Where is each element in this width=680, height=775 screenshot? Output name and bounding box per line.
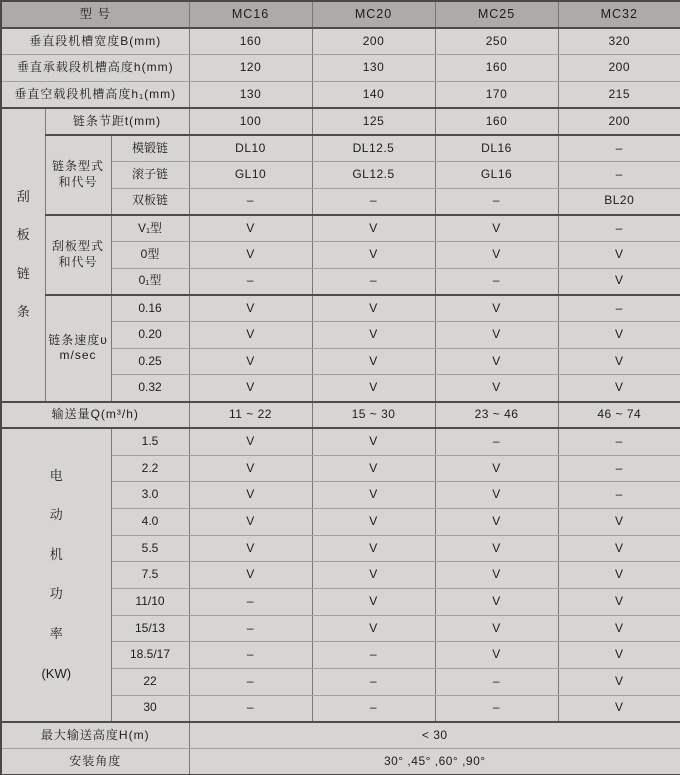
- value-cell: 160: [189, 28, 312, 55]
- value-cell: V: [189, 348, 312, 375]
- value-cell: V: [558, 615, 680, 642]
- value-cell: –: [312, 669, 435, 696]
- value-cell: V: [189, 242, 312, 269]
- value-cell: 11 ~ 22: [189, 402, 312, 429]
- row-label-chain-type: 链条型式 和代号: [45, 135, 111, 215]
- table-row: [1, 28, 680, 55]
- group-label-scraper-chain: [1, 108, 45, 402]
- group-char: 功: [49, 586, 63, 602]
- value-cell: –: [435, 428, 558, 455]
- value-cell: 130: [189, 81, 312, 108]
- model-column-mc25: MC25: [435, 1, 558, 28]
- group-char: 条: [16, 303, 30, 319]
- value-cell: V: [189, 455, 312, 482]
- value-cell: 15 ~ 30: [312, 402, 435, 429]
- value-cell: 200: [312, 28, 435, 55]
- value-cell: –: [312, 268, 435, 295]
- value-cell: V: [312, 428, 435, 455]
- value-cell: –: [558, 295, 680, 322]
- table-row: [1, 135, 680, 162]
- value-cell: 250: [435, 28, 558, 55]
- sub-label: 双板链: [111, 188, 189, 215]
- value-cell: V: [558, 535, 680, 562]
- row-label-chain-speed: [45, 295, 111, 402]
- value-cell: V: [558, 588, 680, 615]
- sub-label: 22: [111, 669, 189, 696]
- sub-label: 5.5: [111, 535, 189, 562]
- value-cell: –: [558, 215, 680, 242]
- value-cell: V: [312, 588, 435, 615]
- value-cell: V: [435, 642, 558, 669]
- table-row: [1, 215, 680, 242]
- row-label: 垂直空载段机槽高度h₁(mm): [1, 81, 189, 108]
- table-row: [1, 295, 680, 322]
- max-height-value: < 30: [189, 722, 680, 749]
- row-label: 链条节距t(mm): [45, 108, 189, 135]
- value-cell: –: [312, 188, 435, 215]
- value-cell: V: [189, 322, 312, 349]
- value-cell: –: [435, 695, 558, 722]
- sub-label: 0.20: [111, 322, 189, 349]
- value-cell: 23 ~ 46: [435, 402, 558, 429]
- value-cell: V: [189, 215, 312, 242]
- model-column-mc20: MC20: [312, 1, 435, 28]
- value-cell: V: [435, 535, 558, 562]
- value-cell: V: [189, 428, 312, 455]
- value-cell: 140: [312, 81, 435, 108]
- header-row: [1, 1, 680, 28]
- sub-label: 15/13: [111, 615, 189, 642]
- install-angle-value: 30° ,45° ,60° ,90°: [189, 749, 680, 775]
- value-cell: V: [435, 455, 558, 482]
- value-cell: V: [189, 508, 312, 535]
- value-cell: –: [312, 695, 435, 722]
- value-cell: V: [312, 322, 435, 349]
- group-char: 链: [16, 265, 30, 281]
- value-cell: V: [189, 375, 312, 402]
- chain-speed-unit: m/sec: [59, 348, 97, 363]
- value-cell: V: [558, 348, 680, 375]
- sub-label: 0.25: [111, 348, 189, 375]
- value-cell: –: [435, 268, 558, 295]
- value-cell: V: [435, 295, 558, 322]
- value-cell: V: [558, 268, 680, 295]
- value-cell: V: [435, 322, 558, 349]
- sub-label: 3.0: [111, 482, 189, 509]
- table-row: [1, 81, 680, 108]
- value-cell: V: [558, 508, 680, 535]
- value-cell: V: [312, 562, 435, 589]
- value-cell: V: [312, 348, 435, 375]
- value-cell: 120: [189, 55, 312, 82]
- value-cell: BL20: [558, 188, 680, 215]
- value-cell: –: [189, 188, 312, 215]
- value-cell: 215: [558, 81, 680, 108]
- value-cell: V: [312, 242, 435, 269]
- value-cell: V: [435, 562, 558, 589]
- value-cell: –: [435, 188, 558, 215]
- group-label-motor-power: [1, 428, 111, 722]
- sub-label: 4.0: [111, 508, 189, 535]
- row-label-scraper-type: 刮板型式 和代号: [45, 215, 111, 295]
- sub-label: 0型: [111, 242, 189, 269]
- table-row: [1, 402, 680, 429]
- value-cell: V: [312, 508, 435, 535]
- group-char: 刮: [16, 188, 30, 204]
- value-cell: V: [558, 322, 680, 349]
- value-cell: GL16: [435, 161, 558, 188]
- sub-label: 滚子链: [111, 161, 189, 188]
- sub-label: 7.5: [111, 562, 189, 589]
- value-cell: V: [435, 588, 558, 615]
- value-cell: V: [435, 348, 558, 375]
- group-char: 动: [49, 507, 63, 523]
- value-cell: 130: [312, 55, 435, 82]
- sub-label: 0₁型: [111, 268, 189, 295]
- group-char: 电: [49, 467, 63, 483]
- value-cell: V: [312, 455, 435, 482]
- sub-label: 模锻链: [111, 135, 189, 162]
- value-cell: DL12.5: [312, 135, 435, 162]
- value-cell: 170: [435, 81, 558, 108]
- value-cell: V: [312, 615, 435, 642]
- value-cell: –: [189, 615, 312, 642]
- value-cell: –: [558, 428, 680, 455]
- value-cell: 125: [312, 108, 435, 135]
- value-cell: 100: [189, 108, 312, 135]
- value-cell: V: [312, 375, 435, 402]
- group-char: 板: [16, 227, 30, 243]
- table-row: [1, 55, 680, 82]
- row-label: 垂直段机槽宽度B(mm): [1, 28, 189, 55]
- value-cell: –: [189, 588, 312, 615]
- chain-speed-label: 链条速度υ: [48, 332, 108, 347]
- value-cell: DL16: [435, 135, 558, 162]
- value-cell: V: [312, 535, 435, 562]
- value-cell: V: [558, 562, 680, 589]
- value-cell: V: [189, 562, 312, 589]
- value-cell: –: [558, 161, 680, 188]
- value-cell: V: [435, 482, 558, 509]
- sub-label: 1.5: [111, 428, 189, 455]
- model-column-mc16: MC16: [189, 1, 312, 28]
- value-cell: V: [435, 508, 558, 535]
- value-cell: 160: [435, 55, 558, 82]
- value-cell: GL12.5: [312, 161, 435, 188]
- value-cell: 160: [435, 108, 558, 135]
- model-header-label: 型 号: [1, 1, 189, 28]
- value-cell: GL10: [189, 161, 312, 188]
- row-label-install-angle: 安装角度: [1, 749, 189, 775]
- value-cell: DL10: [189, 135, 312, 162]
- row-label-capacity: 输送量Q(m³/h): [1, 402, 189, 429]
- model-column-mc32: MC32: [558, 1, 680, 28]
- value-cell: V: [312, 295, 435, 322]
- value-cell: 320: [558, 28, 680, 55]
- value-cell: V: [558, 669, 680, 696]
- value-cell: V: [435, 215, 558, 242]
- value-cell: V: [558, 242, 680, 269]
- sub-label: 18.5/17: [111, 642, 189, 669]
- value-cell: –: [189, 642, 312, 669]
- value-cell: V: [189, 295, 312, 322]
- row-label: 垂直承载段机槽高度h(mm): [1, 55, 189, 82]
- value-cell: –: [558, 135, 680, 162]
- value-cell: 200: [558, 108, 680, 135]
- value-cell: V: [189, 535, 312, 562]
- table-row: [1, 722, 680, 749]
- group-char: (KW): [41, 665, 72, 681]
- table-row: [1, 108, 680, 135]
- value-cell: –: [558, 455, 680, 482]
- group-char: 率: [49, 626, 63, 642]
- sub-label: 30: [111, 695, 189, 722]
- value-cell: –: [312, 642, 435, 669]
- group-char: 机: [49, 546, 63, 562]
- value-cell: V: [558, 375, 680, 402]
- sub-label: 11/10: [111, 588, 189, 615]
- value-cell: –: [435, 669, 558, 696]
- value-cell: V: [189, 482, 312, 509]
- value-cell: –: [558, 482, 680, 509]
- value-cell: V: [435, 375, 558, 402]
- value-cell: 200: [558, 55, 680, 82]
- value-cell: V: [558, 695, 680, 722]
- value-cell: V: [435, 615, 558, 642]
- value-cell: 46 ~ 74: [558, 402, 680, 429]
- value-cell: V: [312, 215, 435, 242]
- value-cell: –: [189, 695, 312, 722]
- value-cell: –: [189, 268, 312, 295]
- value-cell: –: [189, 669, 312, 696]
- table-row: [1, 749, 680, 775]
- value-cell: V: [558, 642, 680, 669]
- sub-label: 2.2: [111, 455, 189, 482]
- sub-label: V₁型: [111, 215, 189, 242]
- sub-label: 0.32: [111, 375, 189, 402]
- sub-label: 0.16: [111, 295, 189, 322]
- value-cell: V: [312, 482, 435, 509]
- row-label-max-height: 最大输送高度H(m): [1, 722, 189, 749]
- value-cell: V: [435, 242, 558, 269]
- table-row: [1, 428, 680, 455]
